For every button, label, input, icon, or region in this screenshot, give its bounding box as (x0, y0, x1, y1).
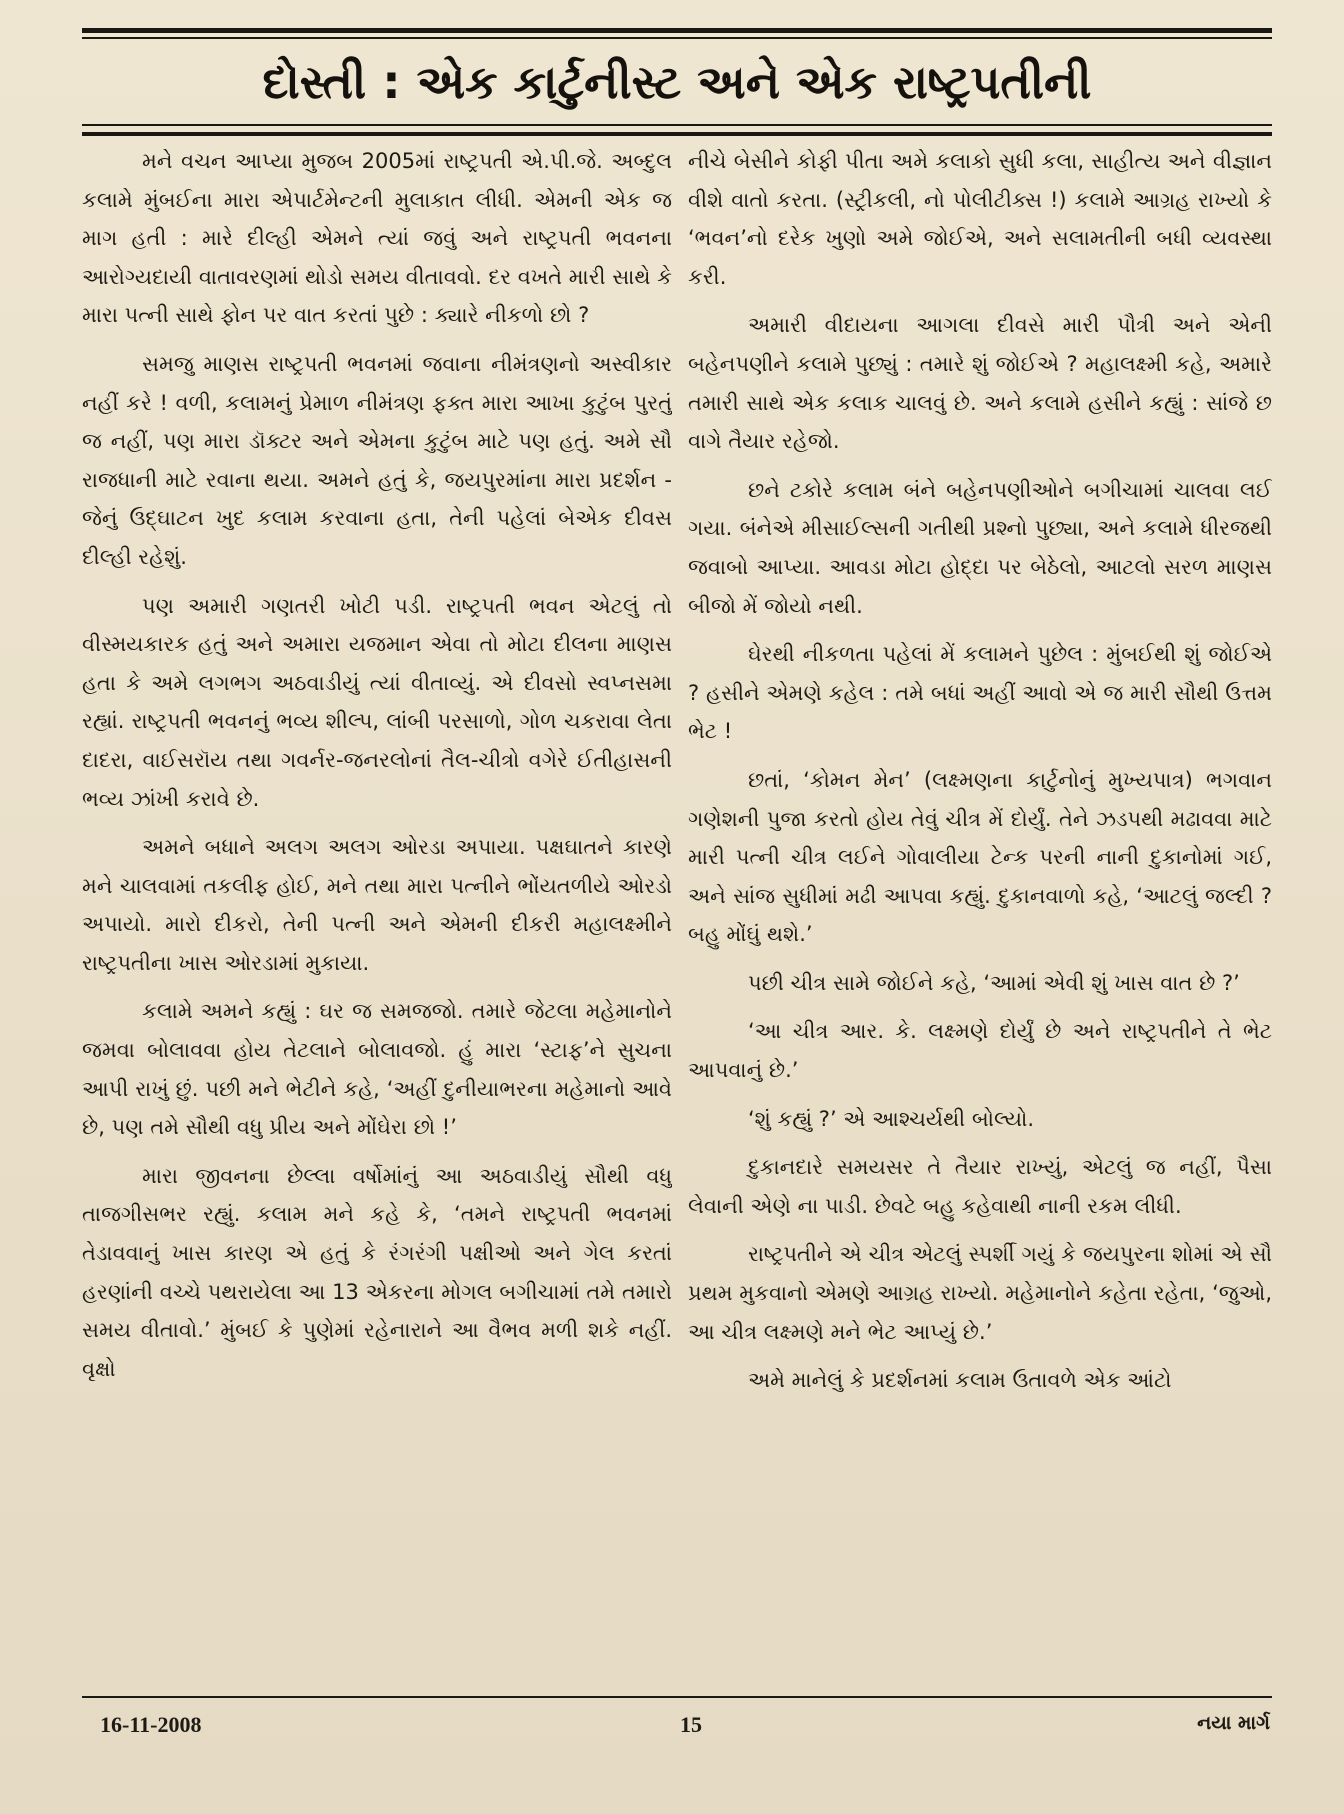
paragraph: પછી ચીત્ર સામે જોઈને કહે, ‘આમાં એવી શું ખાસ વાત છે ?’ (748, 970, 1240, 995)
paragraph: છને ટકોરે કલામ બંને બહેનપણીઓને બગીચામાં ચાલવા લઈ ગયા. બંનેએ મીસાઈલ્સની ગતીથી પ્રશ્નો પુછ્યા, અને કલામે ધીરજથી જવાબો આપ્યા. આવડા મોટા હોદ્દા પર બેઠેલો, આટલો સરળ માણસ બીજો મેં જોયો નથી. (688, 477, 1272, 618)
top-rule-thick (82, 28, 1272, 33)
paragraph: મારા જીવનના છેલ્લા વર્ષોમાંનું આ અઠવાડીયું સૌથી વધુ તાજગીસભર રહ્યું. કલામ મને કહે કે, ‘તમને રાષ્ટ્રપતી ભવનમાં તેડાવવાનું ખાસ કારણ એ હતું કે રંગરંગી પક્ષીઓ અને ગેલ કરતાં હરણાંની વચ્ચે પથરાયેલા આ 13 એકરના મોગલ બગીચામાં તમે તમારો સમય વીતાવો.’ મુંબઈ કે પુણેમાં રહેનારાને આ વૈભવ મળી શકે નહીં. વૃક્ષો (82, 1163, 672, 1381)
article-title: દોસ્તી : એક કાર્ટુનીસ્ટ અને એક રાષ્ટ્રપતીની (262, 55, 1092, 109)
paragraph: દુકાનદારે સમયસર તે તૈયાર રાખ્યું, એટલું જ નહીં, પૈસા લેવાની એણે ના પાડી. છેવટે બહુ કહેવાથી નાની રકમ લીધી. (688, 1155, 1272, 1218)
paragraph: ‘આ ચીત્ર આર. કે. લક્ષ્મણે દોર્યું છે અને રાષ્ટ્રપતીને તે ભેટ આપવાનું છે.’ (688, 1019, 1272, 1083)
publication-name: નયા માર્ગ (1197, 1712, 1270, 1734)
paragraph: સમજુ માણસ રાષ્ટ્રપતી ભવનમાં જવાના નીમંત્રણનો અસ્વીકાર નહીં કરે ! વળી, કલામનું પ્રેમાળ નીમંત્રણ ફક્ત મારા આખા કુટુંબ પુરતું જ નહીં, પણ મારા ડૉક્ટર અને એમના કુટુંબ માટે પણ હતું. અમે સૌ રાજધાની માટે રવાના થયા. અમને હતું કે, જયપુરમાંના મારા પ્રદર્શન - જેનું ઉદ્ઘાટન ખુદ કલામ કરવાના હતા, તેની પહેલાં બેએક દીવસ દીલ્હી રહેશું. (82, 351, 672, 569)
paragraph: રાષ્ટ્રપતીને એ ચીત્ર એટલું સ્પર્શી ગયું કે જયપુરના શોમાં એ સૌ પ્રથમ મુકવાનો એમણે આગ્રહ રાખ્યો. મહેમાનોને કહેતા રહેતા, ‘જુઓ, આ ચીત્ર લક્ષ્મણે મને ભેટ આપ્યું છે.’ (688, 1242, 1272, 1344)
paragraph: અમને બધાને અલગ અલગ ઓરડા અપાયા. પક્ષઘાતને કારણે મને ચાલવામાં તકલીફ હોઈ, મને તથા મારા પત્નીને ભોંયતળીયે ઓરડો અપાયો. મારો દીકરો, તેની પત્ની અને એમની દીકરી મહાલક્ષ્મીને રાષ્ટ્રપતીના ખાસ ઓરડામાં મુકાયા. (82, 835, 672, 975)
paragraph: કલામે અમને કહ્યું : ઘર જ સમજજો. તમારે જેટલા મહેમાનોને જમવા બોલાવવા હોય તેટલાને બોલાવજો. હું મારા ‘સ્ટાફ’ને સુચના આપી રાખું છું. પછી મને ભેટીને કહે, ‘અહીં દુનીયાભરના મહેમાનો આવે છે, પણ તમે સૌથી વધુ પ્રીય અને મોંઘેરા છો !’ (82, 999, 672, 1140)
paragraph: ઘેરથી નીકળતા પહેલાં મેં કલામને પુછેલ : મુંબઈથી શું જોઈએ ? હસીને એમણે કહેલ : તમે બધાં અહીં આવો એ જ મારી સૌથી ઉત્તમ ભેટ ! (688, 642, 1272, 744)
paragraph: પણ અમારી ગણતરી ખોટી પડી. રાષ્ટ્રપતી ભવન એટલું તો વીસ્મયકારક હતું અને અમારા યજમાન એવા તો મોટા દીલના માણસ હતા કે અમે લગભગ અઠવાડીયું ત્યાં વીતાવ્યું. એ દીવસો સ્વપ્નસમા રહ્યાં. રાષ્ટ્રપતી ભવનનું ભવ્ય શીલ્પ, લાંબી પરસાળો, ગોળ ચકરાવા લેતા દાદરા, વાઈસરૉય તથા ગવર્નર-જનરલોનાં તૈલ-ચીત્રો વગેરે ઈતીહાસની ભવ્ય ઝાંખી કરાવે છે. (82, 593, 672, 811)
paragraph: મને વચન આપ્યા મુજબ 2005માં રાષ્ટ્રપતી એ.પી.જે. અબ્દુલ કલામે મુંબઈના મારા એપાર્ટમેન્ટની મુલાકાત લીધી. એમની એક જ માગ હતી : મારે દીલ્હી એમને ત્યાં જવું અને રાષ્ટ્રપતી ભવનના આરોગ્યદાયી વાતાવરણમાં થોડો સમય વીતાવવો. દર વખતે મારી સાથે કે મારા પત્ની સાથે ફોન પર વાત કરતાં પુછે : ક્યારે નીકળો છો ? (82, 149, 672, 328)
issue-date: 16-11-2008 (100, 1712, 202, 1737)
paragraph: છતાં, ‘કોમન મેન’ (લક્ષ્મણના કાર્ટુનોનું મુખ્યપાત્ર) ભગવાન ગણેશની પુજા કરતો હોય તેવું ચીત્ર મેં દોર્યું. તેને ઝડપથી મઢાવવા માટે મારી પત્ની ચીત્ર લઈને ગોવાલીયા ટેન્ક પરની નાની દુકાનોમાં ગઈ, અને સાંજ સુધીમાં મઢી આપવા કહ્યું. દુકાનવાળો કહે, ‘આટલું જલ્દી ? બહુ મોંઘું થશે.’ (688, 767, 1272, 947)
paragraph: ‘શું કહ્યું ?’ એ આશ્ચર્યથી બોલ્યો. (748, 1106, 1035, 1131)
right-column (688, 142, 1272, 1677)
top-rule-thin (82, 37, 1272, 39)
paragraph: અમારી વીદાયના આગલા દીવસે મારી પૌત્રી અને એની બહેનપણીને કલામે પુછ્યું : તમારે શું જોઈએ ? મહાલક્ષ્મી કહે, અમારે તમારી સાથે એક કલાક ચાલવું છે. અને કલામે હસીને કહ્યું : સાંજે છ વાગે તૈયાર રહેજો. (688, 313, 1272, 454)
page-footer (100, 1712, 1270, 1752)
footer-rule (82, 1696, 1272, 1698)
page-number: 15 (680, 1712, 702, 1737)
paragraph: અમે માનેલું કે પ્રદર્શનમાં કલામ ઉતાવળે એક આંટો (748, 1368, 1172, 1393)
left-column (82, 142, 672, 1677)
title-rule-thin (82, 124, 1272, 126)
paragraph-continuation: નીચે બેસીને કોફી પીતા અમે કલાકો સુધી કલા, સાહીત્ય અને વીજ્ઞાન વીશે વાતો કરતા. (સ્ટ્રીકલી, નો પોલીટીક્સ !) કલામે આગ્રહ રાખ્યો કે ‘ભવન’નો દરેક ખુણો અમે જોઈએ, અને સલામતીની બધી વ્યવસ્થા કરી. (688, 149, 1272, 289)
title-rule-thick (82, 132, 1272, 136)
